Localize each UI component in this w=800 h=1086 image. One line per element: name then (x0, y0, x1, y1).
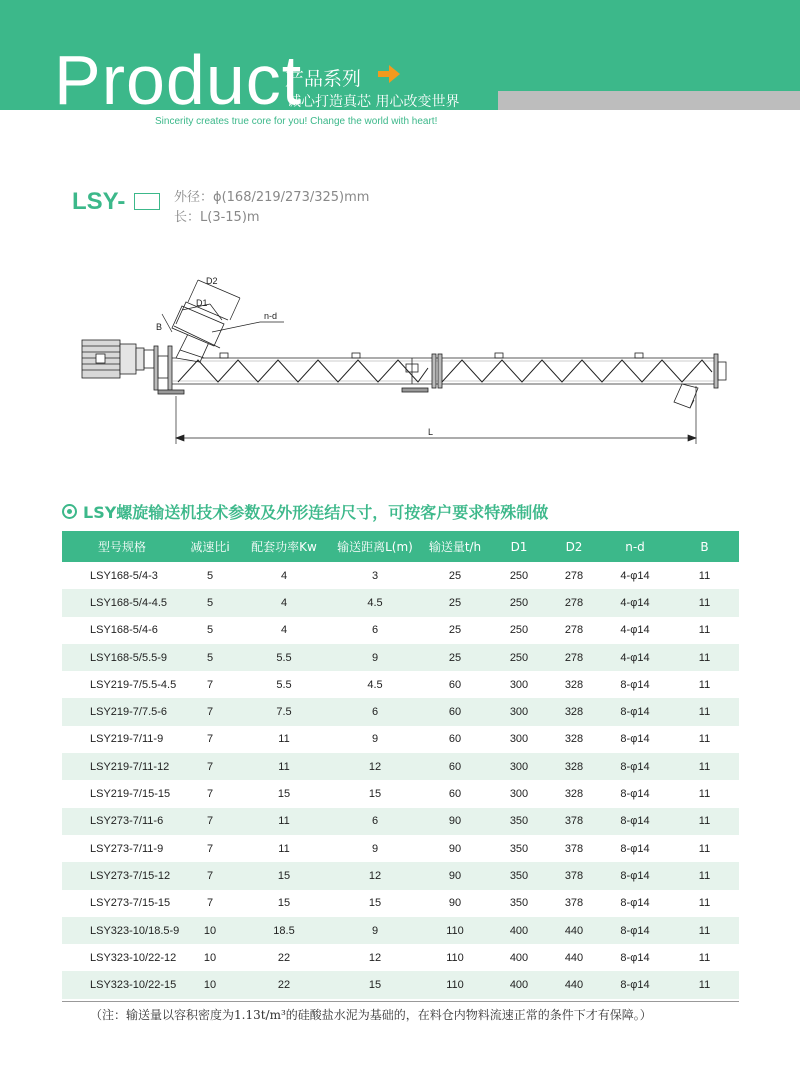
footnote: （注：输送量以容积密度为1.13t/m³的硅酸盐水泥为基础的，在料仓内物料流速正常的条件下才有保障。） (90, 1008, 652, 1022)
table-cell: 278 (564, 624, 584, 637)
table-cell: 6 (330, 698, 420, 725)
table-cell: 5 (206, 624, 214, 637)
table-cell: 11 (278, 733, 290, 746)
table-cell: 60 (420, 753, 490, 780)
table-cell: 25 (420, 589, 490, 616)
table-cell: 350 (509, 842, 529, 855)
section-title-text: LSY螺旋输送机技术参数及外形连结尺寸，可按客户要求特殊制做 (83, 503, 549, 522)
dim-label-d1: D1 (196, 298, 208, 308)
table-cell: 250 (509, 624, 529, 637)
table-cell: 90 (420, 808, 490, 835)
spec-length: 长：L(3-15)m (174, 210, 260, 225)
table-cell: 440 (548, 971, 600, 998)
table-cell: LSY219-7/11-9 (90, 733, 164, 746)
table-cell: 8-φ14 (600, 971, 670, 998)
table-cell: LSY273-7/15-12 (62, 862, 182, 889)
table-cell: 4-φ14 (600, 644, 670, 671)
table-row (62, 862, 739, 889)
table-cell: 11 (238, 808, 330, 835)
table-cell: 378 (564, 842, 584, 855)
table-cell: 110 (446, 951, 464, 964)
table-cell: 8-φ14 (600, 917, 670, 944)
table-cell: 8-φ14 (620, 733, 650, 746)
table-cell: 9 (330, 644, 420, 671)
table-cell: 11 (698, 842, 711, 855)
table-cell: 350 (490, 862, 548, 889)
table-cell: 328 (564, 788, 584, 801)
table-cell: 11 (670, 971, 739, 998)
table-cell: 440 (548, 917, 600, 944)
table-cell: 11 (698, 624, 711, 637)
col-header-ratio: 减速比i (182, 531, 238, 562)
table-cell: 11 (670, 698, 739, 725)
table-cell: 300 (509, 678, 529, 691)
table-row (62, 944, 739, 971)
table-cell: 18.5 (238, 917, 330, 944)
table-cell: 7.5 (238, 698, 330, 725)
table-cell: 90 (420, 862, 490, 889)
table-cell: 9 (371, 842, 379, 855)
table-header-row (62, 531, 739, 562)
table-cell: 350 (509, 897, 529, 910)
table-cell: 90 (448, 842, 462, 855)
table-cell: 7 (206, 842, 214, 855)
col-header-model: 型号规格 (62, 531, 182, 562)
table-cell: 378 (564, 897, 584, 910)
header-product-title: Product (54, 41, 303, 119)
table-cell: 8-φ14 (620, 951, 650, 964)
header-slogan-cn: 诚心打造真芯 用心改变世界 (287, 94, 460, 110)
table-cell: 8-φ14 (620, 897, 650, 910)
table-cell: 8-φ14 (600, 862, 670, 889)
table-cell: 60 (420, 698, 490, 725)
table-cell: 25 (448, 569, 462, 582)
table-cell: 12 (330, 862, 420, 889)
table-cell: 60 (448, 678, 462, 691)
header-slogan-en: Sincerity creates true core for you! Change the world with heart! (155, 116, 438, 127)
table-cell: 328 (548, 698, 600, 725)
table-cell: LSY323-10/18.5-9 (62, 917, 182, 944)
table-cell: 4 (238, 589, 330, 616)
table-cell: 4-φ14 (620, 624, 650, 637)
table-cell: 60 (448, 788, 462, 801)
table-row (62, 835, 739, 862)
table-cell: 25 (448, 624, 462, 637)
table-cell: 3 (371, 569, 379, 582)
col-header-b: B (670, 531, 739, 562)
table-cell: 278 (548, 589, 600, 616)
table-cell: 7 (206, 897, 214, 910)
table-cell: 110 (420, 917, 490, 944)
table-cell: 4 (280, 624, 288, 637)
bullet-circle-icon (62, 504, 77, 519)
dim-label-nd: n-d (264, 311, 278, 321)
table-cell: 15 (277, 788, 291, 801)
table-cell: 350 (490, 808, 548, 835)
table-cell: 10 (182, 917, 238, 944)
col-header-distance: 输送距离L(m) (330, 531, 420, 562)
table-cell: 300 (509, 788, 529, 801)
table-cell: 110 (420, 971, 490, 998)
table-cell: LSY219-7/7.5-6 (62, 698, 182, 725)
table-cell: 11 (698, 733, 711, 746)
table-cell: 4-φ14 (600, 589, 670, 616)
table-cell: 278 (564, 569, 584, 582)
table-cell: 300 (490, 698, 548, 725)
table-cell: 250 (490, 644, 548, 671)
table-cell: 7 (206, 788, 214, 801)
table-cell: LSY168-5/5.5-9 (62, 644, 182, 671)
spec-table (62, 531, 739, 999)
table-cell: LSY168-5/4-4.5 (62, 589, 182, 616)
arrow-right-icon (376, 62, 402, 86)
table-cell: 11 (670, 917, 739, 944)
table-cell: 7 (182, 808, 238, 835)
table-row (62, 890, 739, 917)
table-cell: 4-φ14 (620, 569, 650, 582)
table-cell: 15 (277, 897, 291, 910)
table-cell: 5.5 (238, 644, 330, 671)
table-cell: 400 (509, 951, 529, 964)
table-cell: 12 (330, 753, 420, 780)
table-cell: 15 (368, 897, 382, 910)
table-row (62, 780, 739, 807)
table-cell: 12 (368, 951, 382, 964)
col-header-capacity: 输送量t/h (420, 531, 490, 562)
table-cell: 7 (206, 733, 214, 746)
table-cell: LSY168-5/4-6 (90, 624, 158, 637)
dim-label-b: B (156, 322, 163, 332)
table-cell: 300 (490, 753, 548, 780)
dim-label-d2: D2 (206, 276, 218, 286)
table-cell: 15 (368, 788, 382, 801)
table-cell: 400 (490, 917, 548, 944)
table-cell: 11 (670, 644, 739, 671)
table-row (62, 808, 739, 835)
table-cell: 8-φ14 (600, 698, 670, 725)
table-cell: LSY323-10/22-12 (90, 951, 177, 964)
model-prefix: LSY- (72, 188, 126, 215)
table-cell: 400 (490, 971, 548, 998)
table-cell: 8-φ14 (620, 788, 650, 801)
table-cell: 6 (371, 624, 379, 637)
table-cell: 8-φ14 (600, 753, 670, 780)
table-cell: 11 (670, 753, 739, 780)
table-cell: LSY273-7/11-9 (90, 842, 164, 855)
table-row (62, 917, 739, 944)
table-cell: 15 (330, 971, 420, 998)
table-cell: 328 (564, 678, 584, 691)
table-row (62, 971, 739, 998)
table-cell: 11 (698, 897, 711, 910)
table-row (62, 644, 739, 671)
table-cell: 8-φ14 (620, 842, 650, 855)
table-cell: 22 (277, 951, 291, 964)
table-cell: 7 (182, 862, 238, 889)
table-cell: 5 (206, 569, 214, 582)
col-header-d2: D2 (548, 531, 600, 562)
table-cell: 4.5 (330, 589, 420, 616)
table-cell: 11 (670, 862, 739, 889)
screw-conveyor-drawing (70, 262, 735, 452)
table-cell: 11 (698, 788, 711, 801)
table-cell: 440 (564, 951, 584, 964)
col-header-d1: D1 (490, 531, 548, 562)
table-cell: 328 (548, 753, 600, 780)
spec-outer-diameter: 外径：ϕ(168/219/273/325)mm (174, 190, 370, 205)
model-blank-box (134, 193, 160, 210)
table-row (62, 617, 739, 644)
table-cell: LSY273-7/15-15 (90, 897, 171, 910)
table-cell: 4 (280, 569, 288, 582)
table-cell: 25 (420, 644, 490, 671)
table-cell: 10 (203, 951, 217, 964)
table-cell: 11 (670, 808, 739, 835)
table-cell: 7 (182, 753, 238, 780)
table-cell: 9 (330, 917, 420, 944)
table-bottom-rule (62, 1001, 739, 1002)
table-row (62, 698, 739, 725)
table-row (62, 671, 739, 698)
table-cell: LSY323-10/22-15 (62, 971, 182, 998)
table-cell: 8-φ14 (600, 808, 670, 835)
table-cell: LSY219-7/15-15 (90, 788, 171, 801)
table-cell: 11 (698, 678, 711, 691)
col-header-power: 配套功率Kw (238, 531, 330, 562)
table-cell: 5.5 (276, 678, 292, 691)
table-cell: LSY219-7/5.5-4.5 (90, 678, 177, 691)
table-row (62, 589, 739, 616)
table-cell: 9 (371, 733, 379, 746)
table-row (62, 726, 739, 753)
table-cell: 11 (670, 589, 739, 616)
table-row (62, 753, 739, 780)
table-cell: 7 (182, 698, 238, 725)
table-cell: 7 (206, 678, 214, 691)
table-cell: 378 (548, 862, 600, 889)
col-header-nd: n-d (600, 531, 670, 562)
table-cell: 328 (564, 733, 584, 746)
table-cell: 22 (238, 971, 330, 998)
header-gray-bar (498, 91, 800, 110)
table-cell: 60 (448, 733, 462, 746)
table-cell: 5 (182, 589, 238, 616)
table-cell: 4.5 (367, 678, 383, 691)
table-cell: 11 (278, 842, 290, 855)
section-title (62, 500, 548, 523)
table-cell: 250 (509, 569, 529, 582)
table-cell: 378 (548, 808, 600, 835)
table-cell: 5 (182, 644, 238, 671)
dim-label-l: L (428, 427, 434, 437)
table-cell: LSY168-5/4-3 (90, 569, 158, 582)
table-cell: 15 (238, 862, 330, 889)
table-cell: LSY219-7/11-12 (62, 753, 182, 780)
table-cell: 300 (509, 733, 529, 746)
table-cell: 11 (238, 753, 330, 780)
table-cell: LSY273-7/11-6 (62, 808, 182, 835)
table-cell: 6 (330, 808, 420, 835)
table-cell: 11 (698, 569, 711, 582)
header-series-title: 产品系列 (285, 68, 362, 90)
table-cell: 278 (548, 644, 600, 671)
table-cell: 10 (182, 971, 238, 998)
table-cell: 90 (448, 897, 462, 910)
table-cell: 250 (490, 589, 548, 616)
table-cell: 8-φ14 (620, 678, 650, 691)
table-row (62, 562, 739, 589)
table-cell: 11 (698, 951, 711, 964)
